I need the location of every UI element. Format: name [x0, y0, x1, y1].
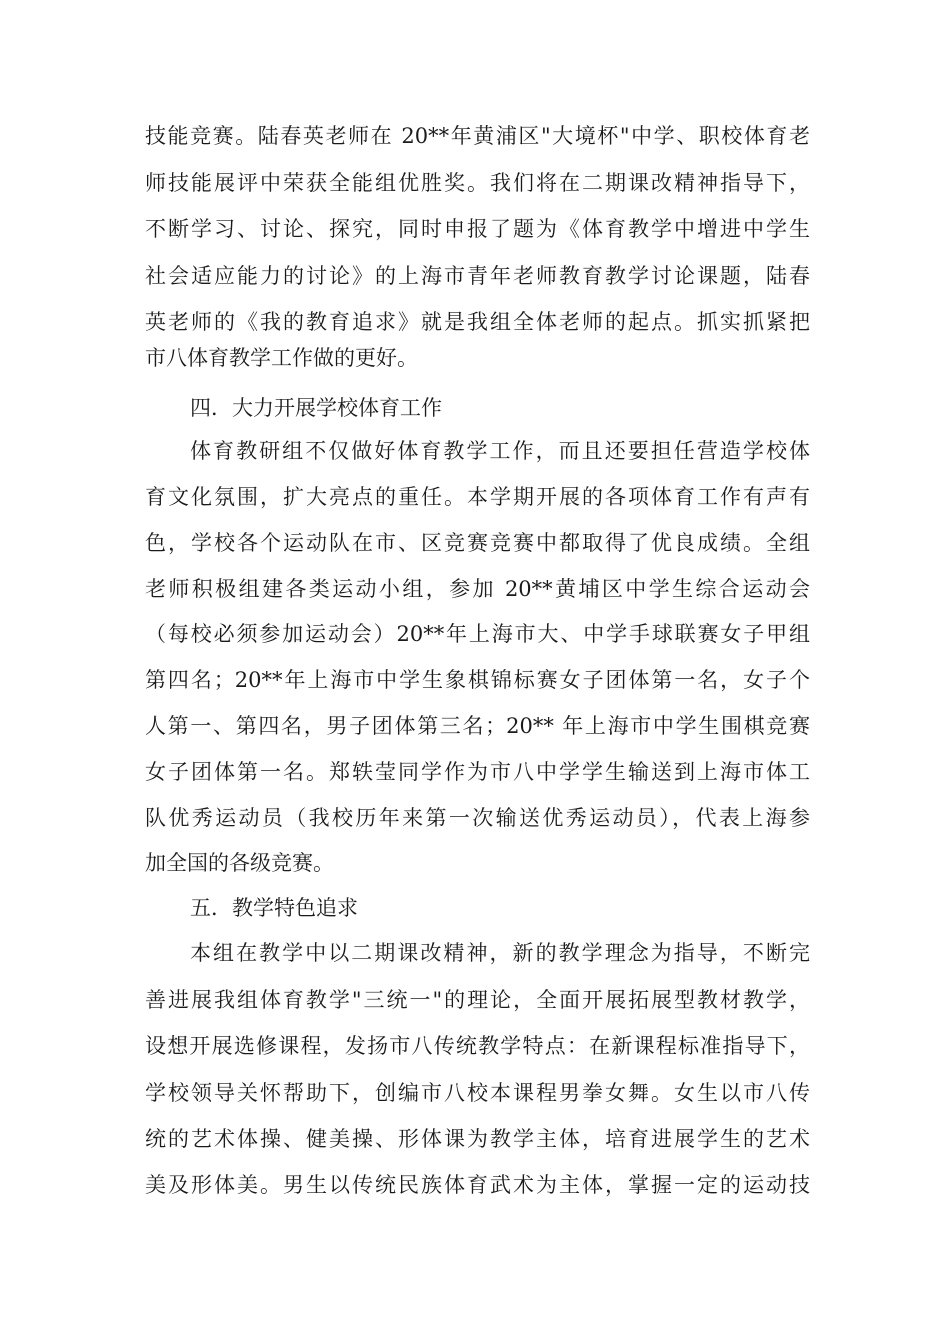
paragraph-line: 设想开展选修课程，发扬市八传统教学特点：在新课程标准指导下， [145, 1034, 810, 1058]
paragraph-line: 英老师的《我的教育追求》就是我组全体老师的起点。抓实抓紧把 [145, 310, 810, 334]
paragraph-line: 善进展我组体育教学"三统一"的理论，全面开展拓展型教材教学， [145, 988, 810, 1012]
paragraph-line: 老师积极组建各类运动小组，参加 20**黄埔区中学生综合运动会 [145, 577, 810, 601]
paragraph-line: 第四名；20**年上海市中学生象棋锦标赛女子团体第一名，女子个 [145, 668, 810, 692]
paragraph-line: 美及形体美。男生以传统民族体育武术为主体，掌握一定的运动技 [145, 1173, 810, 1197]
paragraph-line: 统的艺术体操、健美操、形体课为教学主体，培育进展学生的艺术 [145, 1127, 810, 1151]
paragraph-line: 人第一、第四名，男子团体第三名；20** 年上海市中学生围棋竞赛 [145, 714, 810, 738]
paragraph-line: 本组在教学中以二期课改精神，新的教学理念为指导，不断完 [190, 941, 810, 965]
paragraph-line: （每校必须参加运动会）20**年上海市大、中学手球联赛女子甲组 [145, 622, 810, 646]
paragraph-line: 体育教研组不仅做好体育教学工作，而且还要担任营造学校体 [190, 439, 810, 463]
section-heading: 四．大力开展学校体育工作 [190, 396, 442, 420]
paragraph-line: 女子团体第一名。郑轶莹同学作为市八中学学生输送到上海市体工 [145, 760, 810, 784]
paragraph-line: 队优秀运动员（我校历年来第一次输送优秀运动员），代表上海参 [145, 806, 810, 830]
paragraph-line: 加全国的各级竞赛。 [145, 851, 334, 875]
paragraph-line: 不断学习、讨论、探究，同时申报了题为《体育教学中增进中学生 [145, 217, 810, 241]
paragraph-line: 社会适应能力的讨论》的上海市青年老师教育教学讨论课题，陆春 [145, 264, 810, 288]
paragraph-line: 育文化氛围，扩大亮点的重任。本学期开展的各项体育工作有声有 [145, 485, 810, 509]
paragraph-line: 色，学校各个运动队在市、区竞赛竞赛中都取得了优良成绩。全组 [145, 531, 810, 555]
paragraph-line: 师技能展评中荣获全能组优胜奖。我们将在二期课改精神指导下， [145, 171, 810, 195]
paragraph-line: 技能竞赛。陆春英老师在 20**年黄浦区"大境杯"中学、职校体育老 [145, 124, 810, 148]
paragraph-line: 市八体育教学工作做的更好。 [145, 346, 418, 370]
section-heading: 五．教学特色追求 [190, 896, 358, 920]
paragraph-line: 学校领导关怀帮助下，创编市八校本课程男拳女舞。女生以市八传 [145, 1081, 810, 1105]
